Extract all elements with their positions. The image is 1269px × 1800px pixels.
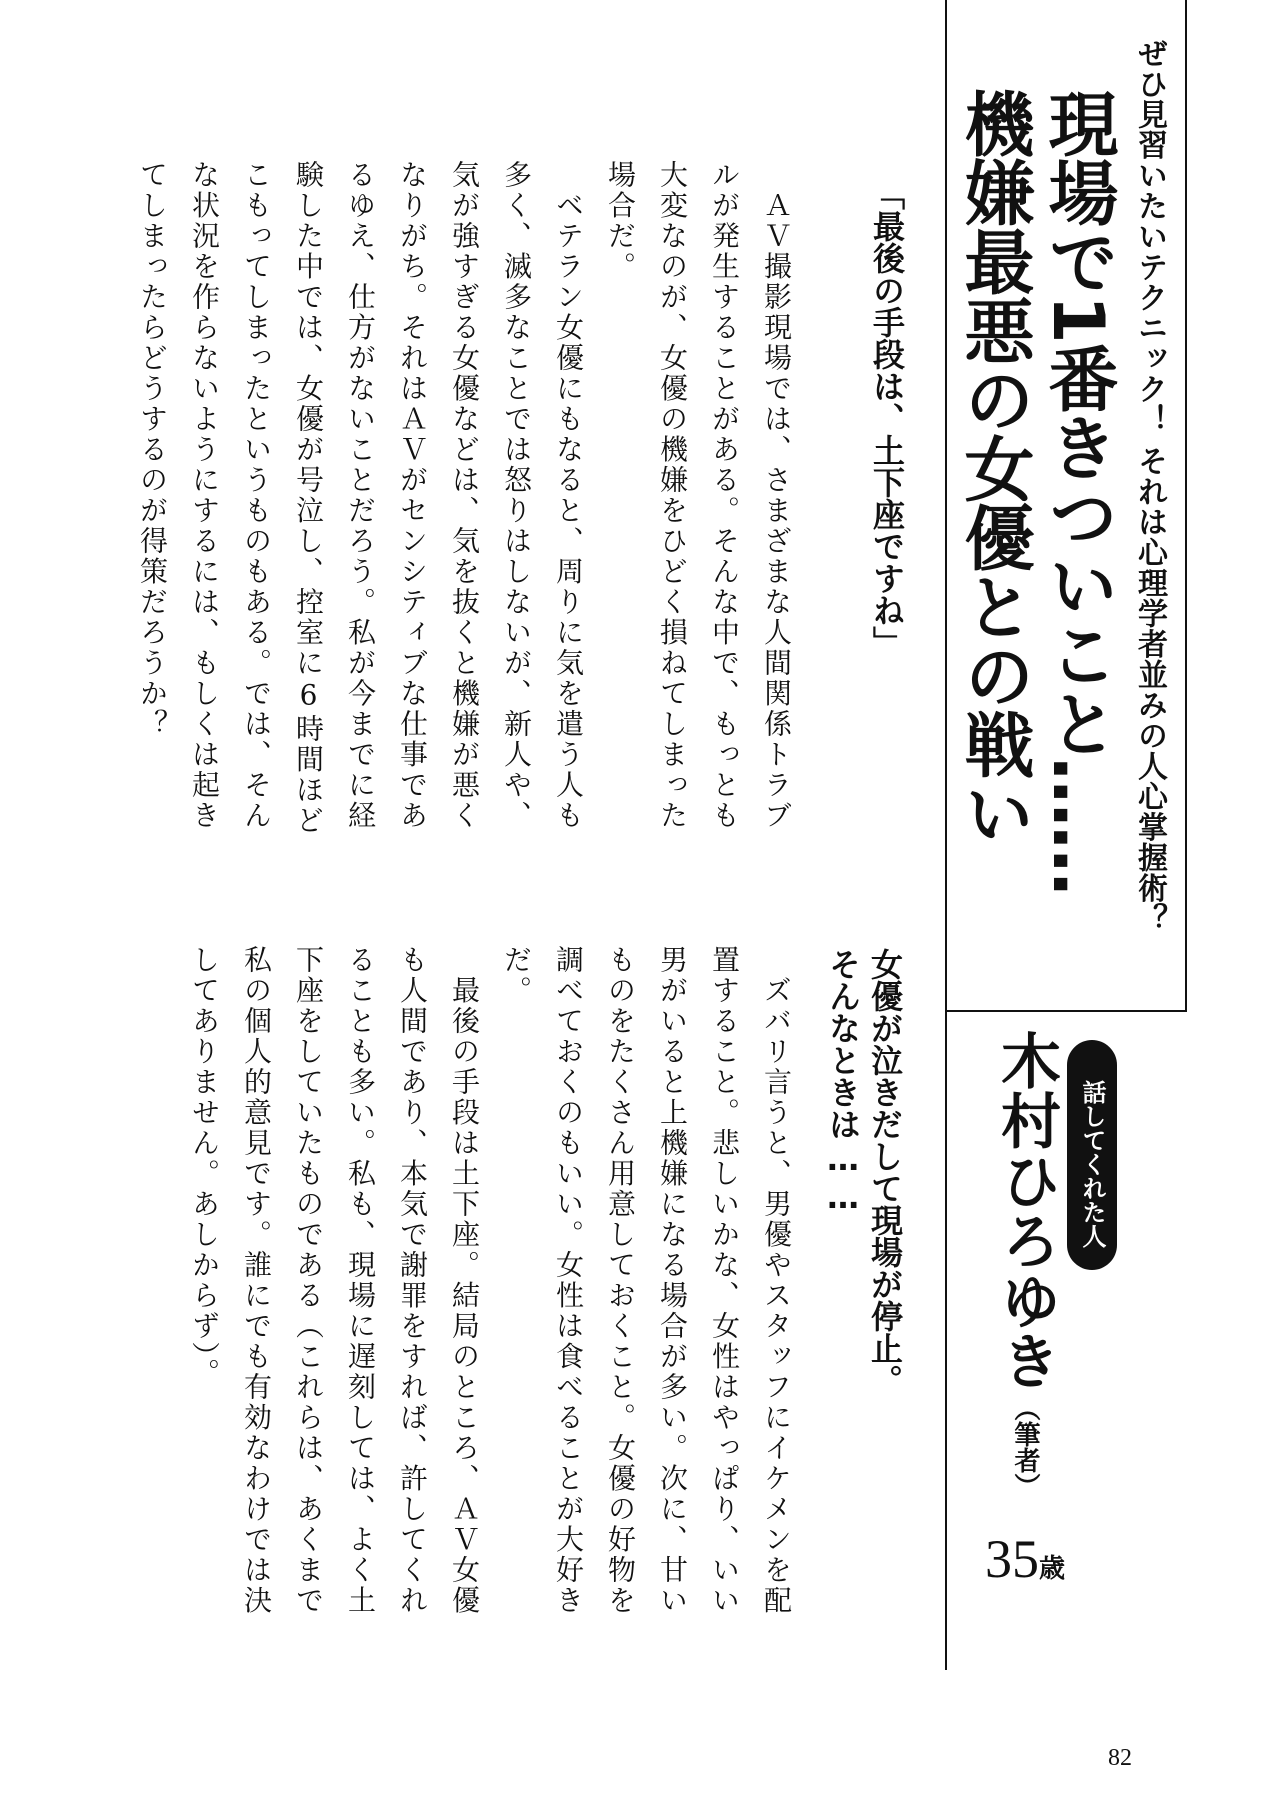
banner-top-rule: [1185, 0, 1187, 1010]
author-name: 木村ひろゆき: [991, 1030, 1061, 1390]
body-line: 下座をしていたものである（これらは、あくまで: [292, 945, 325, 1616]
body-line: るゆえ、仕方がないことだろう。私が今までに経: [344, 160, 377, 831]
author-role: （筆者）: [1010, 1395, 1040, 1499]
body-line: 私の個人的意見です。誰にでも有効なわけでは決: [240, 945, 273, 1616]
body-line: ものをたくさん用意しておくこと。女優の好物を: [604, 945, 637, 1616]
headline-line-1: 現場で1番きついこと……: [1037, 88, 1119, 895]
body-line: ルが発生することがある。そんな中で、もっとも: [708, 160, 741, 831]
body-line: 男がいると上機嫌になる場合が多い。次に、甘い: [656, 945, 689, 1616]
kicker-text: ぜひ見習いたいテクニック！ それは心理学者並みの人心掌握術？: [1132, 38, 1167, 934]
body-line: 験した中では、女優が号泣し、控室に6時間ほど: [292, 160, 325, 836]
body-line: 置すること。悲しいかな、女性はやっぱり、いい: [708, 945, 741, 1616]
body-line: 大変なのが、女優の機嫌をひどく損ねてしまった: [656, 160, 689, 831]
body-line: だ。: [500, 945, 533, 1006]
body-line: ることも多い。私も、現場に遅刻しては、よく土: [344, 945, 377, 1616]
body-line: 最後の手段は土下座。結局のところ、ＡＶ女優: [448, 945, 481, 1616]
body-line: こもってしまったというものもある。では、そん: [240, 160, 273, 831]
body-line: 場合だ。: [604, 160, 637, 282]
body-line: ＡＶ撮影現場では、さまざまな人間関係トラブ: [760, 160, 793, 831]
body-line: 多く、滅多なことでは怒りはしないが、新人や、: [500, 160, 533, 831]
headline-line-2: 機嫌最悪の女優との戦い: [953, 88, 1035, 847]
body-line: な状況を作らないようにするには、もしくは起き: [188, 160, 221, 831]
section-1-heading: 「最後の手段は、土下座ですね」: [868, 178, 906, 658]
speaker-badge: 話してくれた人: [1067, 1040, 1117, 1270]
section-2-heading: [810, 948, 906, 1588]
author-age-number: 35: [985, 1529, 1039, 1589]
body-line: 気が強すぎる女優などは、気を抜くと機嫌が悪く: [448, 160, 481, 831]
body-line: してありません。あしからず）。: [188, 945, 221, 1389]
author-age-unit: 歳: [1039, 1554, 1066, 1584]
banner-divider-rule: [945, 1010, 1187, 1012]
body-line: も人間であり、本気で謝罪をすれば、許してくれ: [396, 945, 429, 1616]
body-line: ベテラン女優にもなると、周りに気を遣う人も: [552, 160, 585, 831]
section-2-heading-line-1: 女優が泣きだして現場が停止。: [866, 948, 904, 1396]
section-2-heading-line-2: そんなときは……: [824, 948, 862, 1216]
banner-left-rule: [945, 0, 947, 1010]
headline: [952, 88, 1120, 968]
section-1-body: [136, 160, 802, 920]
section-2-body: [170, 945, 802, 1705]
body-line: 調べておくのもいい。女性は食べることが大好き: [552, 945, 585, 1616]
page-number: 82: [1108, 1745, 1132, 1771]
body-line: なりがち。それはＡＶがセンシティブな仕事であ: [396, 160, 429, 831]
body-line: てしまったらどうするのが得策だろうか？: [136, 160, 169, 740]
author-age: [985, 1529, 1066, 1596]
author-left-rule: [945, 1010, 947, 1670]
body-line: ズバリ言うと、男優やスタッフにイケメンを配: [760, 945, 793, 1616]
